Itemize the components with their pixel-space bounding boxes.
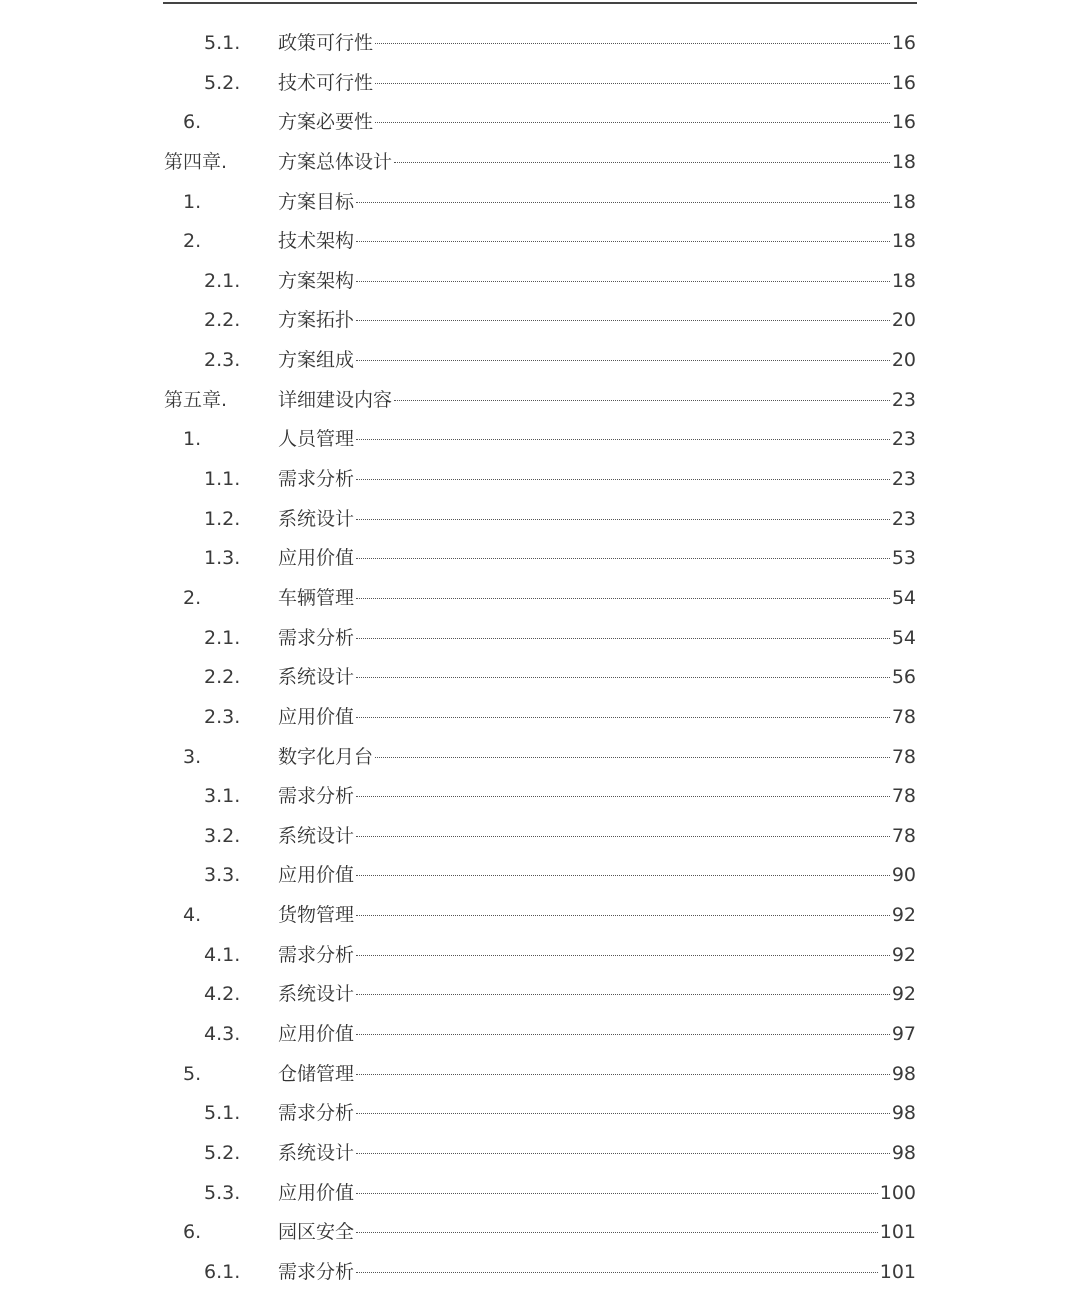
toc-entry[interactable]	[0, 381, 1080, 421]
toc-entry-number: 第四章.	[164, 150, 228, 173]
toc-entry[interactable]	[0, 500, 1080, 540]
toc-entry[interactable]	[0, 341, 1080, 381]
toc-entry-title: 应用价值	[278, 864, 355, 887]
dot-leader	[356, 1074, 890, 1075]
dot-leader	[356, 994, 890, 995]
toc-entry[interactable]	[0, 539, 1080, 579]
toc-entry-title: 应用价值	[278, 1181, 355, 1204]
toc-entry-number: 4.1.	[204, 943, 241, 966]
toc-entry[interactable]	[0, 460, 1080, 500]
toc-entry[interactable]	[0, 64, 1080, 104]
toc-entry-number: 4.	[183, 904, 202, 927]
toc-entry[interactable]	[0, 420, 1080, 460]
toc-entry-number: 4.2.	[204, 983, 241, 1006]
toc-entry-title: 系统设计	[278, 824, 355, 847]
toc-entry-number: 2.3.	[204, 705, 241, 728]
toc-entry-number: 6.	[183, 1221, 202, 1244]
toc-entry[interactable]	[0, 579, 1080, 619]
toc-entry-page: 100	[879, 1181, 916, 1204]
toc-entry[interactable]	[0, 1213, 1080, 1253]
toc-entry-page: 20	[891, 309, 916, 332]
dot-leader	[356, 677, 890, 678]
toc-entry-title: 仓储管理	[278, 1062, 355, 1085]
dot-leader	[356, 915, 890, 916]
toc-entry-number: 2.	[183, 586, 202, 609]
toc-entry-number: 3.2.	[204, 824, 241, 847]
dot-leader	[356, 598, 890, 599]
toc-entry-page: 18	[891, 190, 916, 213]
toc-entry[interactable]	[0, 24, 1080, 64]
dot-leader	[356, 955, 890, 956]
dot-leader	[356, 1272, 878, 1273]
toc-entry-title: 车辆管理	[278, 586, 355, 609]
toc-entry[interactable]	[0, 1055, 1080, 1095]
toc-entry-title: 方案架构	[278, 269, 355, 292]
dot-leader	[375, 43, 890, 44]
toc-entry-page: 78	[891, 705, 916, 728]
toc-entry[interactable]	[0, 975, 1080, 1015]
toc-entry[interactable]	[0, 658, 1080, 698]
toc-entry-page: 98	[891, 1102, 916, 1125]
toc-entry-title: 需求分析	[278, 626, 355, 649]
dot-leader	[375, 122, 890, 123]
toc-entry[interactable]	[0, 856, 1080, 896]
dot-leader	[356, 796, 890, 797]
toc-entry[interactable]	[0, 817, 1080, 857]
toc-entry-page: 54	[891, 626, 916, 649]
toc-entry-number: 第五章.	[164, 388, 228, 411]
toc-entry[interactable]	[0, 103, 1080, 143]
dot-leader	[394, 162, 890, 163]
toc-entry[interactable]	[0, 222, 1080, 262]
toc-entry-title: 应用价值	[278, 1023, 355, 1046]
dot-leader	[356, 1193, 878, 1194]
dot-leader	[356, 875, 890, 876]
toc-entry-page: 92	[891, 943, 916, 966]
dot-leader	[356, 638, 890, 639]
toc-entry-page: 18	[891, 230, 916, 253]
dot-leader	[356, 320, 890, 321]
toc-entry-title: 系统设计	[278, 666, 355, 689]
toc-entry-page: 78	[891, 785, 916, 808]
toc-entry-number: 3.	[183, 745, 202, 768]
toc-entry-page: 56	[891, 666, 916, 689]
toc-entry-title: 需求分析	[278, 1260, 355, 1283]
toc-entry-number: 1.	[183, 428, 202, 451]
toc-entry-page: 101	[879, 1221, 916, 1244]
toc-entry[interactable]	[0, 619, 1080, 659]
toc-entry-title: 应用价值	[278, 547, 355, 570]
toc-entry-number: 3.3.	[204, 864, 241, 887]
toc-entry-title: 系统设计	[278, 507, 355, 530]
toc-entry-number: 5.3.	[204, 1181, 241, 1204]
toc-entry-title: 方案组成	[278, 349, 355, 372]
toc-entry-number: 5.2.	[204, 1141, 241, 1164]
toc-entry-title: 园区安全	[278, 1221, 355, 1244]
toc-entry-page: 101	[879, 1260, 916, 1283]
toc-entry-number: 2.2.	[204, 666, 241, 689]
toc-entry-number: 2.1.	[204, 626, 241, 649]
toc-entry-number: 2.2.	[204, 309, 241, 332]
dot-leader	[394, 400, 890, 401]
table-of-contents	[0, 24, 1080, 1293]
toc-entry-page: 98	[891, 1141, 916, 1164]
dot-leader	[356, 1113, 890, 1114]
toc-entry[interactable]	[0, 896, 1080, 936]
dot-leader	[356, 1034, 890, 1035]
toc-entry-number: 5.1.	[204, 32, 241, 54]
toc-entry-title: 系统设计	[278, 983, 355, 1006]
toc-entry[interactable]	[0, 301, 1080, 341]
toc-entry-title: 数字化月台	[278, 745, 374, 768]
toc-entry-number: 4.3.	[204, 1023, 241, 1046]
toc-entry-title: 方案总体设计	[278, 150, 393, 173]
dot-leader	[356, 1232, 878, 1233]
toc-entry[interactable]	[0, 143, 1080, 183]
toc-entry-page: 23	[891, 507, 916, 530]
toc-entry-page: 18	[891, 150, 916, 173]
toc-entry[interactable]	[0, 183, 1080, 223]
header-rule	[163, 2, 917, 4]
toc-entry-number: 2.	[183, 230, 202, 253]
dot-leader	[356, 241, 890, 242]
toc-entry-number: 1.1.	[204, 468, 241, 491]
dot-leader	[356, 717, 890, 718]
toc-entry-page: 16	[891, 111, 916, 134]
toc-entry-page: 90	[891, 864, 916, 887]
dot-leader	[356, 439, 890, 440]
dot-leader	[356, 558, 890, 559]
toc-entry-title: 方案必要性	[278, 111, 374, 134]
toc-entry-title: 详细建设内容	[278, 388, 393, 411]
toc-entry-title: 需求分析	[278, 785, 355, 808]
toc-entry[interactable]	[0, 936, 1080, 976]
toc-entry-title: 需求分析	[278, 1102, 355, 1125]
toc-entry-title: 系统设计	[278, 1141, 355, 1164]
toc-entry-page: 78	[891, 745, 916, 768]
toc-entry-title: 应用价值	[278, 705, 355, 728]
toc-entry-title: 需求分析	[278, 943, 355, 966]
toc-entry[interactable]	[0, 1174, 1080, 1214]
dot-leader	[356, 360, 890, 361]
toc-entry-number: 5.2.	[204, 71, 241, 94]
dot-leader	[356, 479, 890, 480]
toc-entry-page: 54	[891, 586, 916, 609]
dot-leader	[356, 1153, 890, 1154]
toc-entry[interactable]	[0, 698, 1080, 738]
toc-entry-page: 78	[891, 824, 916, 847]
toc-entry-number: 3.1.	[204, 785, 241, 808]
toc-entry-page: 92	[891, 904, 916, 927]
dot-leader	[356, 836, 890, 837]
toc-entry-page: 16	[891, 71, 916, 94]
toc-entry-page: 92	[891, 983, 916, 1006]
toc-entry-title: 政策可行性	[278, 32, 374, 54]
toc-entry-title: 人员管理	[278, 428, 355, 451]
toc-entry-title: 方案目标	[278, 190, 355, 213]
toc-entry-page: 23	[891, 388, 916, 411]
toc-entry-page: 16	[891, 32, 916, 54]
toc-entry[interactable]	[0, 1094, 1080, 1134]
toc-entry[interactable]	[0, 1253, 1080, 1293]
toc-entry-page: 23	[891, 468, 916, 491]
toc-entry-number: 6.	[183, 111, 202, 134]
toc-entry-title: 技术架构	[278, 230, 355, 253]
toc-entry-page: 18	[891, 269, 916, 292]
toc-entry-page: 53	[891, 547, 916, 570]
toc-entry-number: 2.3.	[204, 349, 241, 372]
dot-leader	[356, 281, 890, 282]
dot-leader	[356, 519, 890, 520]
toc-entry-number: 1.3.	[204, 547, 241, 570]
toc-entry-number: 2.1.	[204, 269, 241, 292]
toc-entry[interactable]	[0, 738, 1080, 778]
toc-entry[interactable]	[0, 777, 1080, 817]
toc-entry[interactable]	[0, 1015, 1080, 1055]
dot-leader	[375, 757, 890, 758]
toc-entry-title: 技术可行性	[278, 71, 374, 94]
dot-leader	[375, 83, 890, 84]
toc-entry-title: 需求分析	[278, 468, 355, 491]
toc-entry-page: 97	[891, 1023, 916, 1046]
toc-entry-title: 方案拓扑	[278, 309, 355, 332]
dot-leader	[356, 202, 890, 203]
toc-entry-number: 5.	[183, 1062, 202, 1085]
toc-entry-title: 货物管理	[278, 904, 355, 927]
toc-entry-number: 5.1.	[204, 1102, 241, 1125]
toc-entry-page: 20	[891, 349, 916, 372]
toc-entry[interactable]	[0, 1134, 1080, 1174]
toc-entry-page: 23	[891, 428, 916, 451]
toc-entry-page: 98	[891, 1062, 916, 1085]
toc-entry-number: 6.1.	[204, 1260, 241, 1283]
toc-entry-number: 1.2.	[204, 507, 241, 530]
toc-entry-number: 1.	[183, 190, 202, 213]
toc-entry[interactable]	[0, 262, 1080, 302]
